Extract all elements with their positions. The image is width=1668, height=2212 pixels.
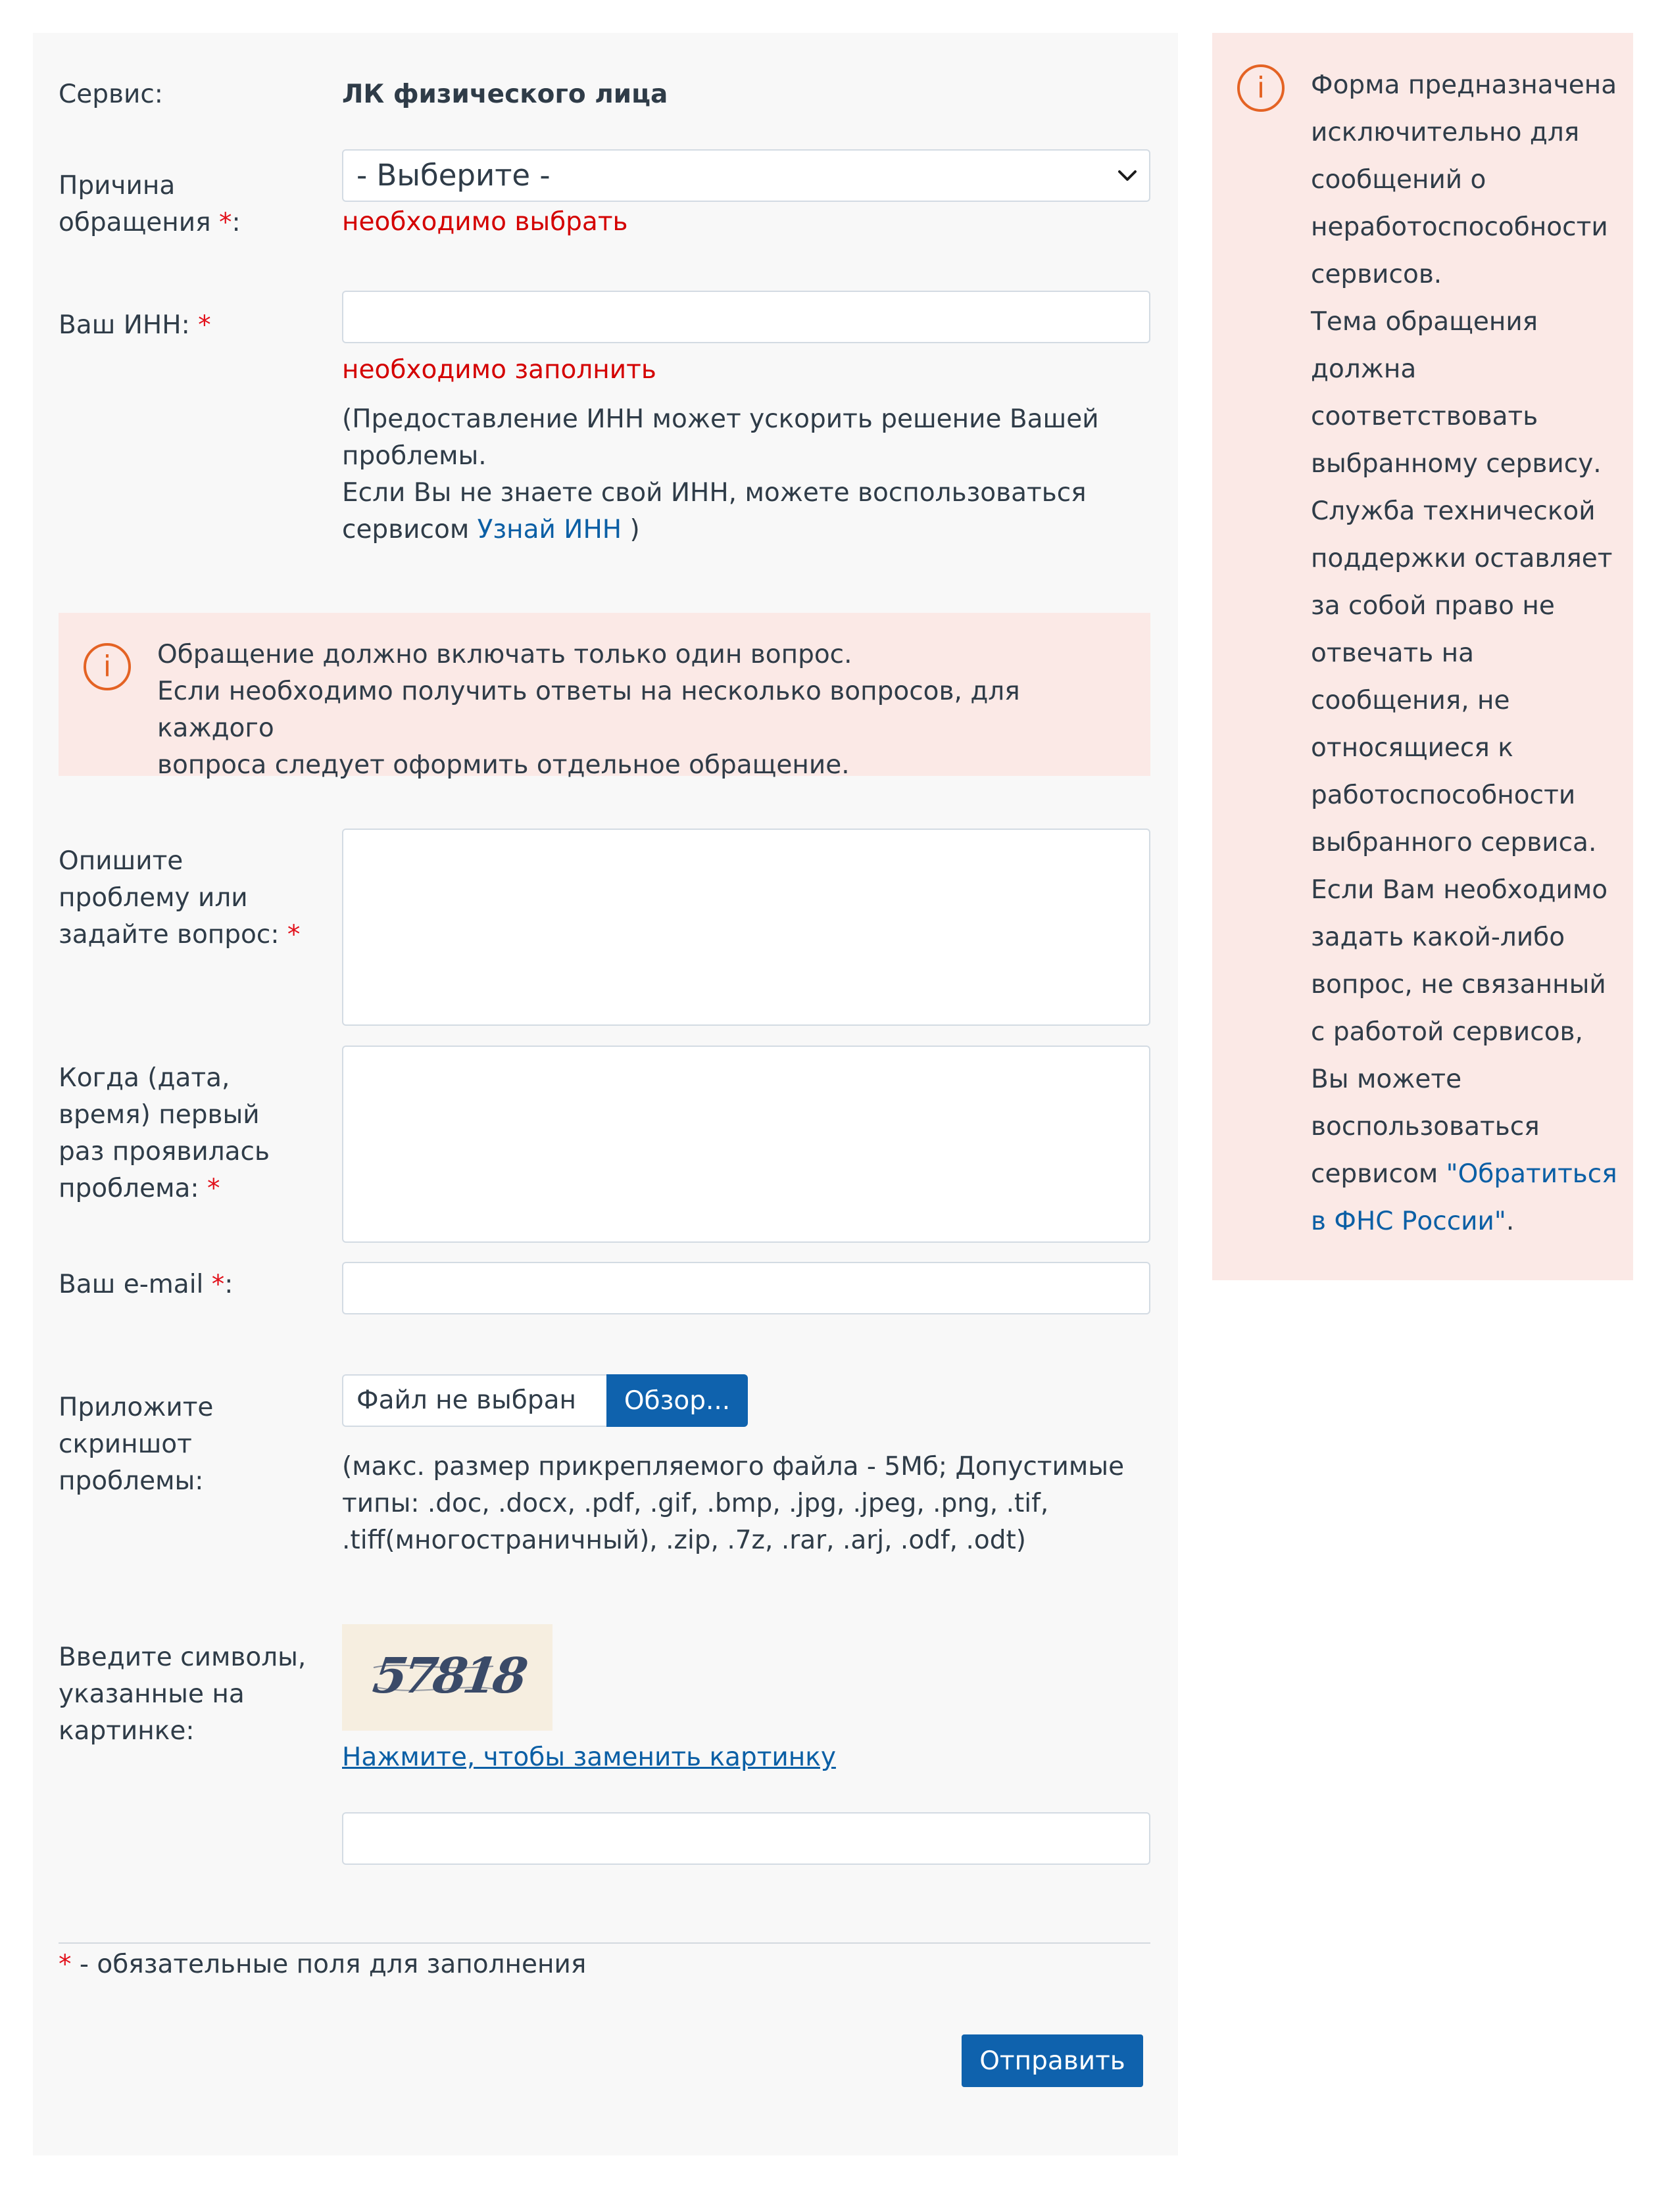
inn-input[interactable] [342, 291, 1150, 343]
screenshot-label-line1: Приложите [59, 1393, 214, 1422]
captcha-image [342, 1624, 552, 1731]
sidebar-line: должна [1311, 354, 1417, 384]
captcha-label [59, 1639, 306, 1750]
sidebar-line: с работой сервисов, [1311, 1017, 1583, 1047]
notice-text [157, 637, 1131, 784]
sidebar-line: воспользоваться [1311, 1112, 1540, 1142]
reason-label-colon: : [232, 208, 241, 237]
notice-line2: Если необходимо получить ответы на несколько вопросов, для каждого [157, 677, 1020, 743]
required-note [59, 1946, 586, 1983]
single-question-notice [59, 613, 1150, 780]
captcha-label-line1: Введите символы, [59, 1643, 307, 1672]
required-mark: * [287, 920, 301, 950]
divider [59, 1942, 1150, 1944]
inn-hint-line2: проблемы. [342, 441, 487, 471]
when-label-line3: раз проявилась [59, 1137, 270, 1166]
file-status: Файл не выбран [356, 1385, 577, 1415]
sidebar-last-suffix: . [1506, 1207, 1515, 1236]
sidebar-line: Служба технической [1311, 496, 1596, 526]
required-mark: * [198, 310, 211, 340]
problem-textarea[interactable] [342, 829, 1150, 1026]
captcha-label-line2: указанные на [59, 1679, 245, 1709]
notice-line3: вопроса следует оформить отдельное обращение. [157, 750, 850, 780]
email-field[interactable] [342, 1262, 1150, 1314]
sidebar-line: работоспособности [1311, 781, 1576, 810]
sidebar-line: относящиеся к [1311, 733, 1513, 763]
sidebar-last-line [1311, 1151, 1627, 1198]
sidebar-line: Вы можете [1311, 1065, 1462, 1094]
problem-label [59, 843, 300, 953]
screenshot-label-line3: проблемы: [59, 1466, 204, 1496]
file-hint [342, 1449, 1171, 1559]
sidebar-line: соответствовать [1311, 402, 1538, 431]
info-icon: i [1237, 64, 1285, 112]
reason-label [59, 168, 241, 241]
reason-label-text: обращения [59, 208, 211, 237]
notice-line1: Обращение должно включать только один вопрос. [157, 640, 852, 669]
sidebar-line: сообщения, не [1311, 686, 1510, 715]
problem-label-line1: Опишите [59, 846, 184, 876]
when-textarea[interactable] [342, 1046, 1150, 1243]
sidebar-line: сообщений о [1311, 165, 1486, 195]
sidebar-line: неработоспособности [1311, 212, 1608, 242]
browse-button[interactable]: Обзор... [606, 1374, 748, 1427]
contact-fns-link-cont[interactable]: в ФНС России" [1311, 1207, 1506, 1236]
problem-label-line2: проблему или [59, 883, 248, 913]
reason-error: необходимо выбрать [342, 207, 628, 237]
sidebar-line: отвечать на [1311, 638, 1474, 668]
sidebar-line: Тема обращения [1311, 307, 1538, 337]
inn-label [59, 307, 211, 344]
when-label-line1: Когда (дата, [59, 1063, 230, 1093]
sidebar-line: исключительно для [1311, 118, 1580, 147]
service-label: Сервис: [59, 80, 163, 109]
email-label-text: Ваш e-mail [59, 1270, 204, 1299]
sidebar-line: Форма предназначена [1311, 70, 1617, 100]
sidebar-line: задать какой-либо [1311, 923, 1565, 952]
when-label-text: проблема: [59, 1174, 199, 1203]
sidebar-line: за собой право не [1311, 591, 1555, 621]
inn-hint-prefix: сервисом [342, 515, 470, 544]
required-note-text: - обязательные поля для заполнения [71, 1950, 587, 1979]
inn-error: необходимо заполнить [342, 355, 656, 385]
contact-fns-link[interactable]: "Обратиться [1446, 1159, 1617, 1189]
file-hint-line2: типы: .doc, .docx, .pdf, .gif, .bmp, .jpg, .jpeg, .png, .tif, [342, 1489, 1049, 1518]
sidebar-lines [1311, 62, 1627, 1151]
problem-label-text: задайте вопрос: [59, 920, 280, 950]
file-hint-line1: (макс. размер прикрепляемого файла - 5Мб; Допустимые [342, 1452, 1125, 1481]
screenshot-label [59, 1389, 213, 1500]
required-mark: * [59, 1950, 72, 1979]
required-mark: * [211, 1270, 225, 1299]
sidebar-notice [1212, 33, 1633, 1280]
sidebar-line: выбранному сервису. [1311, 449, 1602, 479]
find-inn-link[interactable]: Узнай ИНН [477, 515, 622, 544]
required-mark: * [207, 1174, 220, 1203]
problem-label-line3 [59, 917, 300, 953]
sidebar-line: Если Вам необходимо [1311, 875, 1608, 905]
sidebar-last-prefix: сервисом [1311, 1159, 1446, 1189]
captcha-input[interactable] [342, 1812, 1150, 1865]
form-panel [33, 33, 1178, 2155]
service-value: ЛК физического лица [342, 80, 668, 109]
refresh-captcha-link[interactable]: Нажмите, чтобы заменить картинку [342, 1743, 836, 1772]
inn-hint-line1: (Предоставление ИНН может ускорить решение Вашей [342, 404, 1099, 434]
file-hint-line3: .tiff(многостраничный), .zip, .7z, .rar, .arj, .odf, .odt) [342, 1526, 1026, 1555]
required-mark: * [219, 208, 232, 237]
sidebar-line: выбранного сервиса. [1311, 828, 1597, 857]
chevron-down-icon [1117, 169, 1137, 183]
when-label [59, 1060, 270, 1207]
captcha-text: 57818 [369, 1648, 527, 1704]
sidebar-notice-text [1311, 62, 1627, 1245]
info-icon: i [84, 643, 131, 690]
screenshot-label-line2: скриншот [59, 1430, 192, 1459]
when-label-line4 [59, 1170, 270, 1207]
inn-hint-line4 [342, 512, 1158, 548]
sidebar-line: вопрос, не связанный [1311, 970, 1606, 999]
inn-hint-suffix: ) [629, 515, 640, 544]
sidebar-link-line [1311, 1198, 1627, 1245]
sidebar-line: поддержки оставляет [1311, 544, 1613, 573]
inn-label-text: Ваш ИНН: [59, 310, 190, 340]
inn-hint-line3: Если Вы не знаете свой ИНН, можете воспользоваться [342, 478, 1087, 508]
captcha-label-line3: картинке: [59, 1716, 195, 1746]
sidebar-line: сервисов. [1311, 260, 1442, 289]
submit-button[interactable]: Отправить [962, 2034, 1143, 2087]
reason-label-line1: Причина [59, 171, 176, 201]
reason-select-value: - Выберите - [356, 158, 551, 193]
reason-select[interactable] [342, 149, 1150, 202]
email-label-colon: : [224, 1270, 233, 1299]
reason-label-line2 [59, 204, 241, 241]
when-label-line2: время) первый [59, 1100, 260, 1130]
inn-hint [342, 401, 1158, 548]
file-input[interactable] [342, 1374, 606, 1427]
email-label [59, 1266, 233, 1303]
